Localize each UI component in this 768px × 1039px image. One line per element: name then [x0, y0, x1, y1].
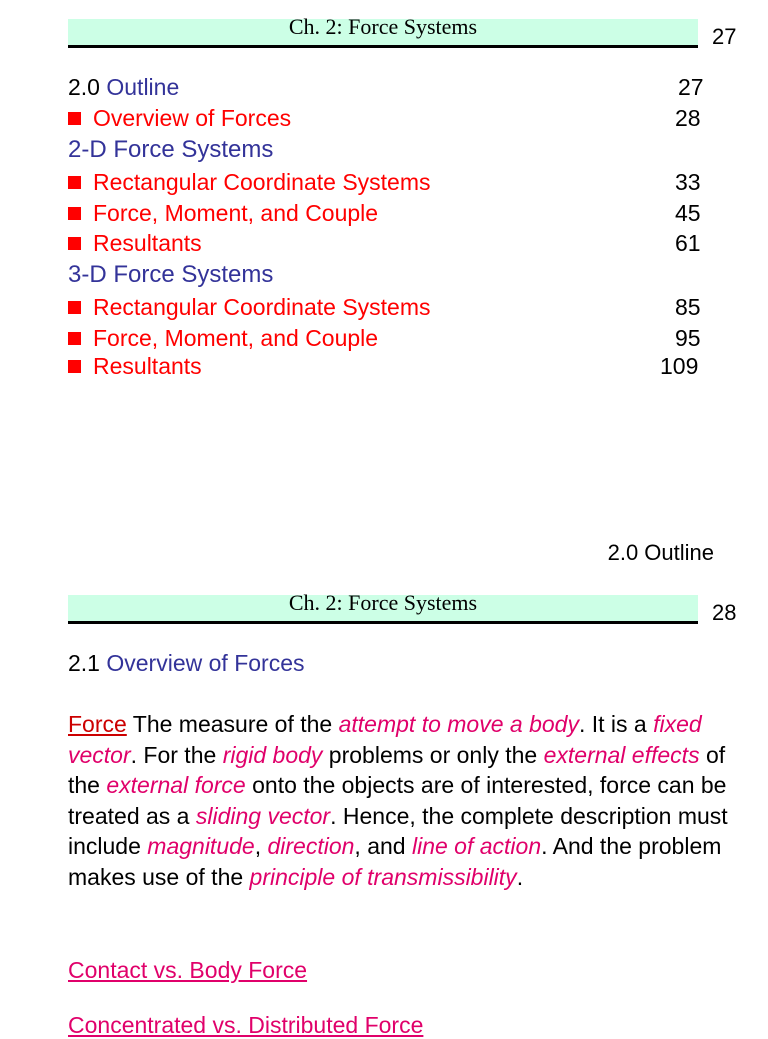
toc-item-2d-force: [68, 200, 378, 227]
toc-item-page: 109: [660, 353, 699, 379]
para-text: The measure of the: [126, 711, 339, 737]
bullet-square-icon: [68, 207, 81, 220]
para-emphasis: direction: [267, 833, 355, 860]
section-21-heading: [68, 650, 304, 677]
bullet-square-icon: [68, 237, 81, 250]
para-text: of the: [68, 741, 726, 799]
para-text: . For the: [130, 741, 223, 768]
para-emphasis: line of action: [411, 833, 542, 860]
toc-item-label: Overview of Forces: [93, 105, 292, 131]
slide2-header-bar: [68, 590, 698, 624]
toc-item-3d-resultants: [68, 353, 202, 380]
toc-item-2d-resultants: [68, 230, 202, 257]
toc-item-label: Rectangular Coordinate Systems: [93, 169, 431, 195]
toc-item-page: 45: [675, 200, 701, 226]
toc-item-label: Force, Moment, and Couple: [93, 200, 379, 226]
toc-item-label: Rectangular Coordinate Systems: [93, 294, 431, 320]
para-text: onto the objects are of interested, force can be treated as a: [68, 772, 727, 829]
para-emphasis: attempt to move a body: [338, 711, 579, 737]
force-definition-paragraph: [68, 709, 738, 893]
toc-item-page: 95: [675, 325, 701, 351]
para-emphasis: principle of transmissibility: [249, 863, 517, 890]
contact-vs-body-force-link[interactable]: Contact vs. Body Force: [68, 957, 308, 983]
slide2-page-number: 28: [712, 600, 737, 625]
bullet-square-icon: [68, 176, 81, 189]
toc-item-label: Force, Moment, and Couple: [93, 325, 379, 351]
bullet-square-icon: [68, 301, 81, 314]
toc-item-label: Resultants: [93, 353, 202, 379]
toc-item-overview: [68, 105, 291, 132]
toc-item-label: Resultants: [93, 230, 202, 256]
outline-prefix: 2.0: [68, 74, 100, 100]
section-title: Overview of Forces: [106, 650, 305, 676]
toc-item-page: 28: [675, 105, 701, 131]
para-text: . It is a: [578, 711, 654, 737]
toc-item-2d-rect: [68, 169, 431, 196]
bullet-square-icon: [68, 112, 81, 125]
section-3d-heading: 3-D Force Systems: [68, 261, 274, 288]
para-text: . And the problem makes use of the: [68, 833, 722, 890]
toc-item-page: 85: [675, 294, 701, 320]
para-emphasis: external force: [106, 772, 246, 799]
para-emphasis: magnitude: [147, 833, 255, 860]
slide1-header-title: Ch. 2: Force Systems: [288, 14, 478, 39]
para-text: . Hence, the complete description must include: [68, 802, 728, 860]
section-prefix: 2.1: [68, 650, 100, 676]
concentrated-vs-distributed-force-link[interactable]: Concentrated vs. Distributed Force: [68, 1012, 424, 1038]
outline-page: 27: [678, 74, 704, 100]
para-emphasis: sliding vector: [195, 802, 331, 829]
para-emphasis: external effects: [543, 741, 700, 768]
slide1-footer-label: 2.0 Outline: [607, 540, 714, 565]
outline-row: [68, 74, 179, 101]
term-force-link[interactable]: Force: [68, 711, 127, 737]
slide1-page-number: 27: [712, 24, 737, 49]
outline-label: Outline: [106, 74, 180, 100]
para-emphasis: fixed vector: [68, 711, 702, 768]
para-text: .: [516, 863, 524, 890]
toc-item-page: 33: [675, 169, 701, 195]
bullet-square-icon: [68, 332, 81, 345]
slide1-header-bar: [68, 14, 698, 48]
para-text: ,: [254, 833, 268, 860]
toc-item-page: 61: [675, 230, 701, 256]
bullet-square-icon: [68, 360, 81, 373]
para-emphasis: rigid body: [222, 741, 323, 768]
slide2-header-title: Ch. 2: Force Systems: [288, 590, 478, 615]
toc-item-3d-force: [68, 325, 378, 352]
toc-item-3d-rect: [68, 294, 431, 321]
para-text: , and: [354, 833, 412, 860]
para-text: problems or only the: [322, 741, 544, 768]
section-2d-heading: 2-D Force Systems: [68, 136, 274, 163]
